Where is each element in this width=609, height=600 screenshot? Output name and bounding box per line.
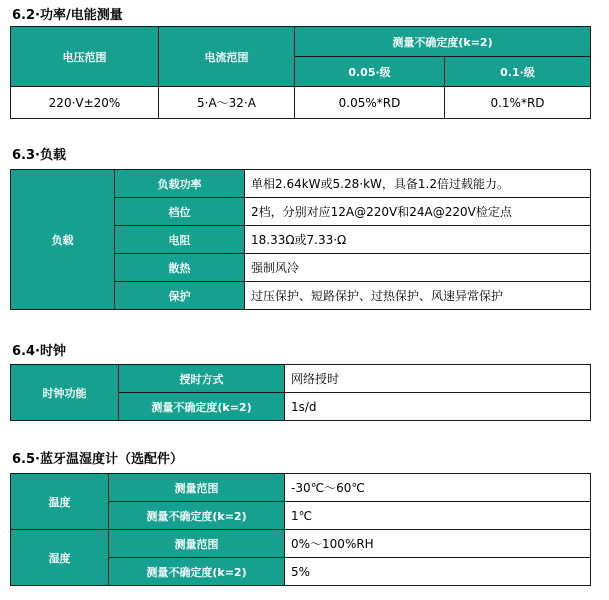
clock-table: [10, 364, 591, 421]
load-row-value: 过压保护、短路保护、过热保护、风速异常保护: [245, 282, 591, 310]
thermo-row-label: 测量不确定度(k=2): [109, 502, 285, 530]
section-6-4-title: 6.4·时钟: [12, 344, 66, 359]
load-row-value: 2档，分别对应12A@220V和24A@220V检定点: [245, 198, 591, 226]
thermo-row-label: 测量范围: [109, 530, 285, 558]
class-005-header: 0.05·级: [295, 57, 445, 87]
load-row-value: 18.33Ω或7.33·Ω: [245, 226, 591, 254]
thermo-row-value: -30℃～60℃: [285, 474, 591, 502]
thermo-row-value: 1℃: [285, 502, 591, 530]
temperature-group-label: 温度: [11, 474, 109, 530]
thermo-hygrometer-table: [10, 473, 591, 586]
humidity-group-label: 湿度: [11, 530, 109, 586]
thermo-row-value: 5%: [285, 558, 591, 586]
voltage-range-header: 电压范围: [11, 27, 159, 87]
section-6-5-title: 6.5·蓝牙温湿度计（选配件）: [12, 452, 183, 467]
class-005-value: 0.05%*RD: [295, 87, 445, 119]
current-range-header: 电流范围: [159, 27, 295, 87]
load-group-label: 负载: [11, 170, 115, 310]
clock-row-label: 测量不确定度(k=2): [119, 393, 285, 421]
voltage-value: 220·V±20%: [11, 87, 159, 119]
class-01-value: 0.1%*RD: [445, 87, 591, 119]
load-row-label: 散热: [115, 254, 245, 282]
current-value: 5·A～32·A: [159, 87, 295, 119]
load-row-label: 保护: [115, 282, 245, 310]
load-row-value: 单相2.64kW或5.28·kW，具备1.2倍过载能力。: [245, 170, 591, 198]
clock-row-label: 授时方式: [119, 365, 285, 393]
thermo-row-label: 测量不确定度(k=2): [109, 558, 285, 586]
clock-row-value: 1s/d: [285, 393, 591, 421]
power-energy-table: [10, 26, 591, 119]
load-row-value: 强制风冷: [245, 254, 591, 282]
load-row-label: 电阻: [115, 226, 245, 254]
section-6-3-title: 6.3·负载: [12, 148, 66, 163]
load-row-label: 档位: [115, 198, 245, 226]
clock-row-value: 网络授时: [285, 365, 591, 393]
clock-group-label: 时钟功能: [11, 365, 119, 421]
uncertainty-header: 测量不确定度(k=2): [295, 27, 591, 57]
load-table: [10, 169, 591, 310]
thermo-row-label: 测量范围: [109, 474, 285, 502]
section-6-2-title: 6.2·功率/电能测量: [12, 8, 123, 23]
class-01-header: 0.1·级: [445, 57, 591, 87]
thermo-row-value: 0%～100%RH: [285, 530, 591, 558]
load-row-label: 负载功率: [115, 170, 245, 198]
